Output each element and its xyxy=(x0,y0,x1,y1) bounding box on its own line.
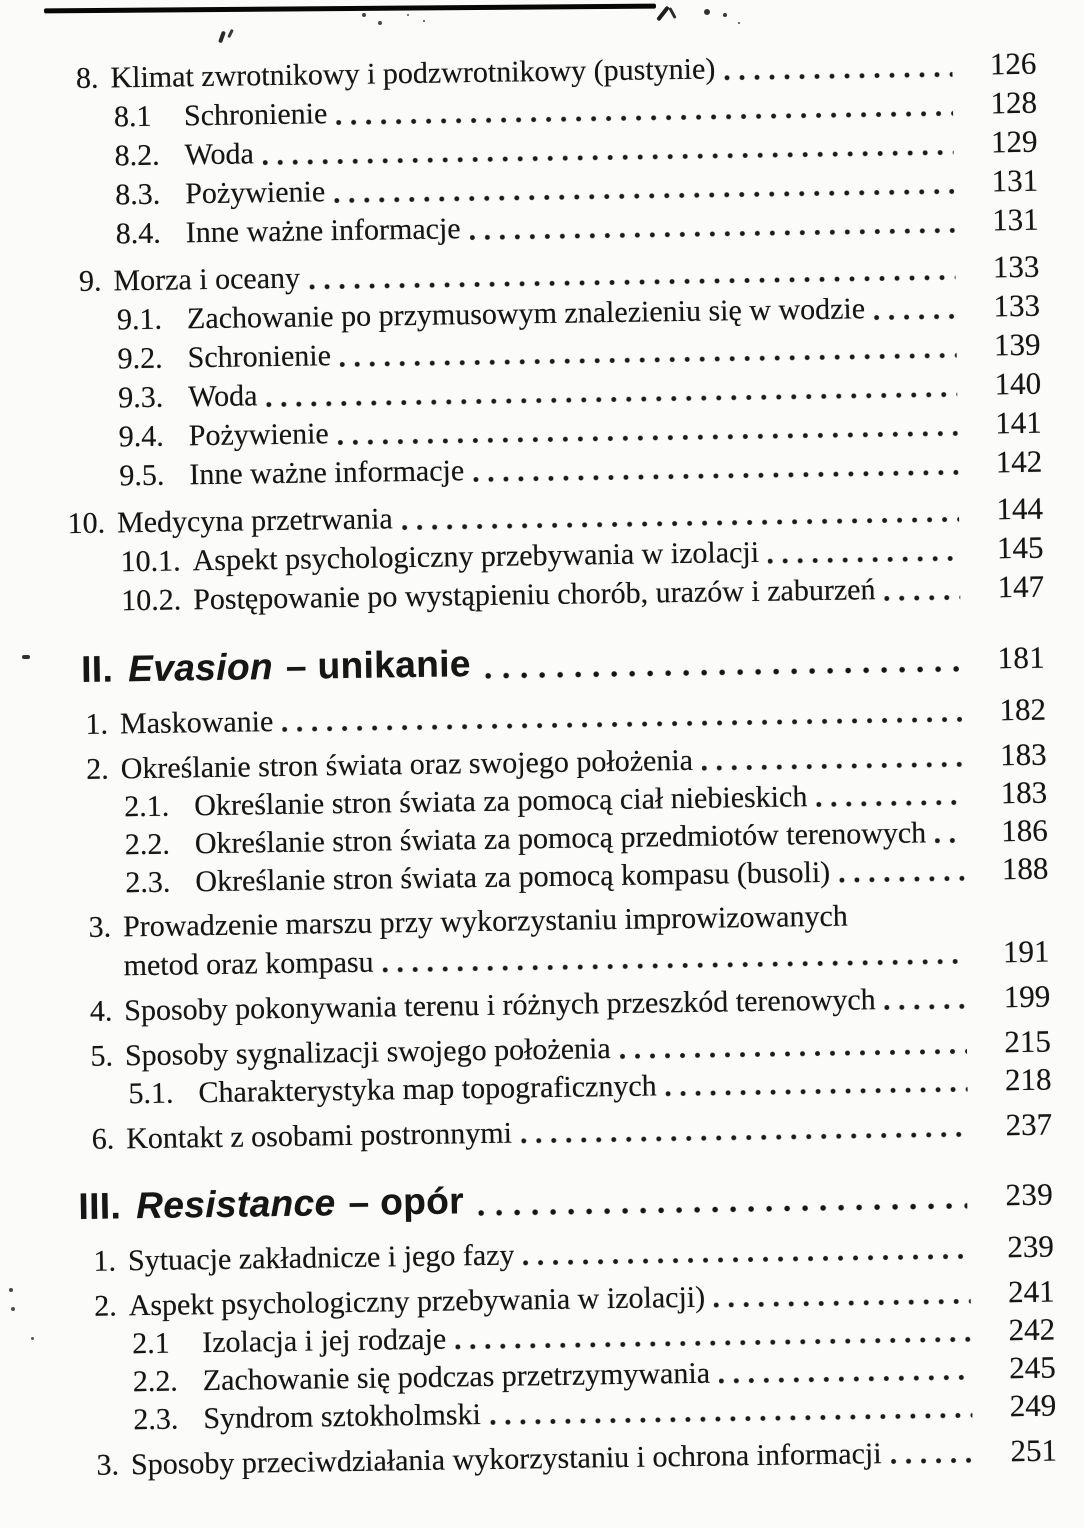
entry-number: 9. xyxy=(78,264,102,298)
page-number: 249 xyxy=(1009,1387,1057,1424)
entry-number: 2.2. xyxy=(124,827,171,862)
entry-title: Postępowanie po wystąpieniu chorób, urazów i zaburzeń xyxy=(192,573,876,617)
dot-leader xyxy=(490,1411,973,1427)
entry-title: Określanie stron świata za pomocą kompasu (busoli) xyxy=(195,855,831,899)
entry-number: 10.1. xyxy=(120,544,181,579)
entry-number: 3. xyxy=(88,910,112,944)
scan-artifact xyxy=(218,31,226,44)
dot-leader xyxy=(768,554,960,566)
dot-leader xyxy=(620,1047,967,1061)
part-heading xyxy=(63,633,1046,696)
page-number: 139 xyxy=(993,326,1041,363)
page-number: 128 xyxy=(990,84,1038,121)
entry-title: Klimat zwrotnikowy i podzwrotnikowy (pustynie) xyxy=(110,52,716,95)
entry-title: Sposoby przeciwdziałania wykorzystaniu i ochrona informacji xyxy=(130,1437,882,1482)
dot-leader xyxy=(485,664,959,681)
toc-entry xyxy=(68,691,1046,744)
entry-title: Woda xyxy=(184,137,255,172)
toc-entry xyxy=(72,978,1050,1031)
entry-number: 8.4. xyxy=(115,216,162,251)
entry-number-spacer xyxy=(72,975,112,976)
entry-title: Maskowanie xyxy=(119,705,274,741)
page-number: 129 xyxy=(990,123,1038,160)
dot-leader xyxy=(702,760,963,773)
entry-number: 8.3. xyxy=(114,177,161,212)
scan-artifact xyxy=(227,29,234,38)
entry-number: 2. xyxy=(93,1289,117,1323)
entry-title: Pożywienie xyxy=(184,175,326,211)
entry-number: 9.1. xyxy=(116,302,163,337)
scan-artifact xyxy=(668,7,676,19)
scan-artifact xyxy=(362,13,366,17)
page-number: 144 xyxy=(996,490,1044,527)
entry-number: 9.4. xyxy=(118,419,165,454)
entry-number: 8.1 xyxy=(113,99,152,134)
entry-title: Inne ważne informacje xyxy=(185,212,461,250)
part-title-english: Resistance xyxy=(135,1182,336,1227)
page-number: 140 xyxy=(994,365,1042,402)
page-number: 245 xyxy=(1008,1349,1056,1386)
page-number: 131 xyxy=(991,162,1039,199)
table-of-contents xyxy=(0,36,1084,1485)
entry-number: 9.3. xyxy=(117,380,164,415)
toc-entry xyxy=(74,1106,1052,1159)
scan-artifact xyxy=(704,9,710,15)
part-title-polish: – unikanie xyxy=(285,643,472,687)
page-number: 145 xyxy=(996,529,1044,566)
page-number: 237 xyxy=(1005,1106,1053,1143)
dot-leader xyxy=(470,226,955,242)
page-number: 183 xyxy=(1000,774,1048,811)
entry-number: 2.1 xyxy=(131,1326,170,1361)
page-number: 251 xyxy=(1010,1432,1058,1469)
entry-title: Zachowanie się podczas przetrzymywania xyxy=(202,1356,711,1398)
entry-title: Morza i oceany xyxy=(113,261,301,298)
dot-leader xyxy=(455,1335,971,1352)
part-title xyxy=(128,641,471,692)
page-number: 183 xyxy=(999,736,1047,773)
entry-number: 6. xyxy=(91,1122,115,1156)
dot-leader xyxy=(521,1130,968,1146)
entry-title: Woda xyxy=(187,379,258,414)
entry-number: 5. xyxy=(90,1039,114,1073)
entry-title: Pożywienie xyxy=(188,417,329,453)
entry-title: Medycyna przetrwania xyxy=(116,502,393,540)
dot-leader xyxy=(816,798,963,809)
entry-number: 10. xyxy=(67,506,106,541)
entry-title: Inne ważne informacje xyxy=(189,454,465,492)
page-number: 186 xyxy=(1000,812,1048,849)
entry-title: Prowadzenie marszu przy wykorzystaniu improwizowanych xyxy=(122,899,848,944)
page-number: 131 xyxy=(991,201,1039,238)
dot-leader xyxy=(383,957,966,975)
toc-section-part-i-continued xyxy=(0,37,1044,622)
page-number: 215 xyxy=(1004,1023,1052,1060)
entry-number: 2.3. xyxy=(133,1402,179,1437)
entry-number: 9.5. xyxy=(119,458,165,493)
part-title xyxy=(136,1178,465,1229)
page-number: 126 xyxy=(989,45,1037,82)
dot-leader xyxy=(884,593,960,603)
dot-leader xyxy=(935,836,964,845)
page-number: 133 xyxy=(992,248,1040,285)
entry-title: Sposoby pokonywania terenu i różnych przeszkód terenowych xyxy=(124,983,876,1028)
page-number: 142 xyxy=(995,443,1043,480)
page-number: 133 xyxy=(993,287,1041,324)
entry-title: Zachowanie po przymusowym znalezieniu się w wodzie xyxy=(186,292,866,336)
entry-number: 2.2. xyxy=(132,1364,179,1399)
top-rule-line xyxy=(44,4,656,14)
page-number: 239 xyxy=(1007,1228,1055,1265)
dot-leader xyxy=(724,70,952,82)
dot-leader xyxy=(891,1456,974,1466)
entry-number: 2. xyxy=(85,752,109,786)
dot-leader xyxy=(885,1002,967,1012)
page-number: 199 xyxy=(1003,978,1051,1015)
page-number: 191 xyxy=(1002,933,1050,970)
entry-number: 8.2. xyxy=(114,138,160,173)
entry-number: 4. xyxy=(89,994,113,1028)
entry-number: 2.3. xyxy=(125,865,171,900)
dot-leader xyxy=(282,715,962,734)
entry-title: Określanie stron świata oraz swojego położenia xyxy=(120,743,694,786)
part-heading xyxy=(71,1170,1054,1233)
dot-leader xyxy=(478,1201,967,1218)
entry-number: 1. xyxy=(85,707,109,741)
part-title-english: Evasion xyxy=(127,646,274,690)
dot-leader xyxy=(839,874,964,885)
page-number: 188 xyxy=(1001,850,1049,887)
entry-title: Aspekt psychologiczny przebywania w izolacji) xyxy=(128,1280,706,1323)
entry-title: Sposoby sygnalizacji swojego położenia xyxy=(124,1032,611,1073)
toc-section-part-ii-evasion xyxy=(9,633,1052,1159)
page-number: 147 xyxy=(997,568,1045,605)
page-number: 241 xyxy=(1007,1273,1055,1310)
entry-number: 1. xyxy=(93,1244,117,1278)
page-number: 218 xyxy=(1004,1061,1052,1098)
entry-title: Określanie stron świata za pomocą przedmiotów terenowych xyxy=(194,816,927,861)
page-number: 182 xyxy=(999,691,1047,728)
part-numeral: II. xyxy=(80,648,114,690)
entry-title: Syndrom sztokholmski xyxy=(203,1398,482,1436)
entry-number: 3. xyxy=(96,1448,120,1482)
part-title-polish: – opór xyxy=(348,1180,465,1223)
page-number: 239 xyxy=(1005,1176,1054,1213)
entry-title: metod oraz kompasu xyxy=(123,945,374,983)
entry-title: Izolacja i jej rodzaje xyxy=(201,1322,447,1360)
dot-leader xyxy=(523,1252,970,1268)
page-number: 141 xyxy=(994,404,1042,441)
entry-number: 10.2. xyxy=(120,583,182,618)
page-number: 181 xyxy=(997,639,1046,676)
entry-number: 8. xyxy=(75,61,99,95)
dot-leader xyxy=(714,1297,971,1310)
entry-title: Schronienie xyxy=(183,97,328,133)
dot-leader xyxy=(719,1373,972,1386)
page-number: 242 xyxy=(1008,1311,1056,1348)
toc-section-part-iii-resistance xyxy=(17,1170,1057,1485)
scan-artifact xyxy=(9,1288,13,1292)
entry-number: 5.1. xyxy=(128,1076,174,1111)
entry-number: 2.1. xyxy=(124,789,170,824)
toc-entry xyxy=(79,1432,1057,1485)
entry-number: 9.2. xyxy=(117,341,163,376)
entry-title: Aspekt psychologiczny przebywania w izolacji xyxy=(192,535,760,578)
entry-title: Kontakt z osobami postronnymi xyxy=(125,1116,513,1156)
entry-title: Sytuacje zakładnicze i jego fazy xyxy=(127,1238,515,1278)
dot-leader xyxy=(666,1085,968,1098)
dot-leader xyxy=(874,312,956,322)
entry-title: Określanie stron świata za pomocą ciał niebieskich xyxy=(194,780,808,823)
entry-title: Charakterystyka map topograficznych xyxy=(198,1069,657,1110)
dot-leader xyxy=(473,468,958,484)
dot-leader xyxy=(402,515,959,532)
toc-entry xyxy=(76,1228,1054,1281)
part-numeral: III. xyxy=(78,1185,122,1228)
entry-title: Schronienie xyxy=(187,339,332,375)
